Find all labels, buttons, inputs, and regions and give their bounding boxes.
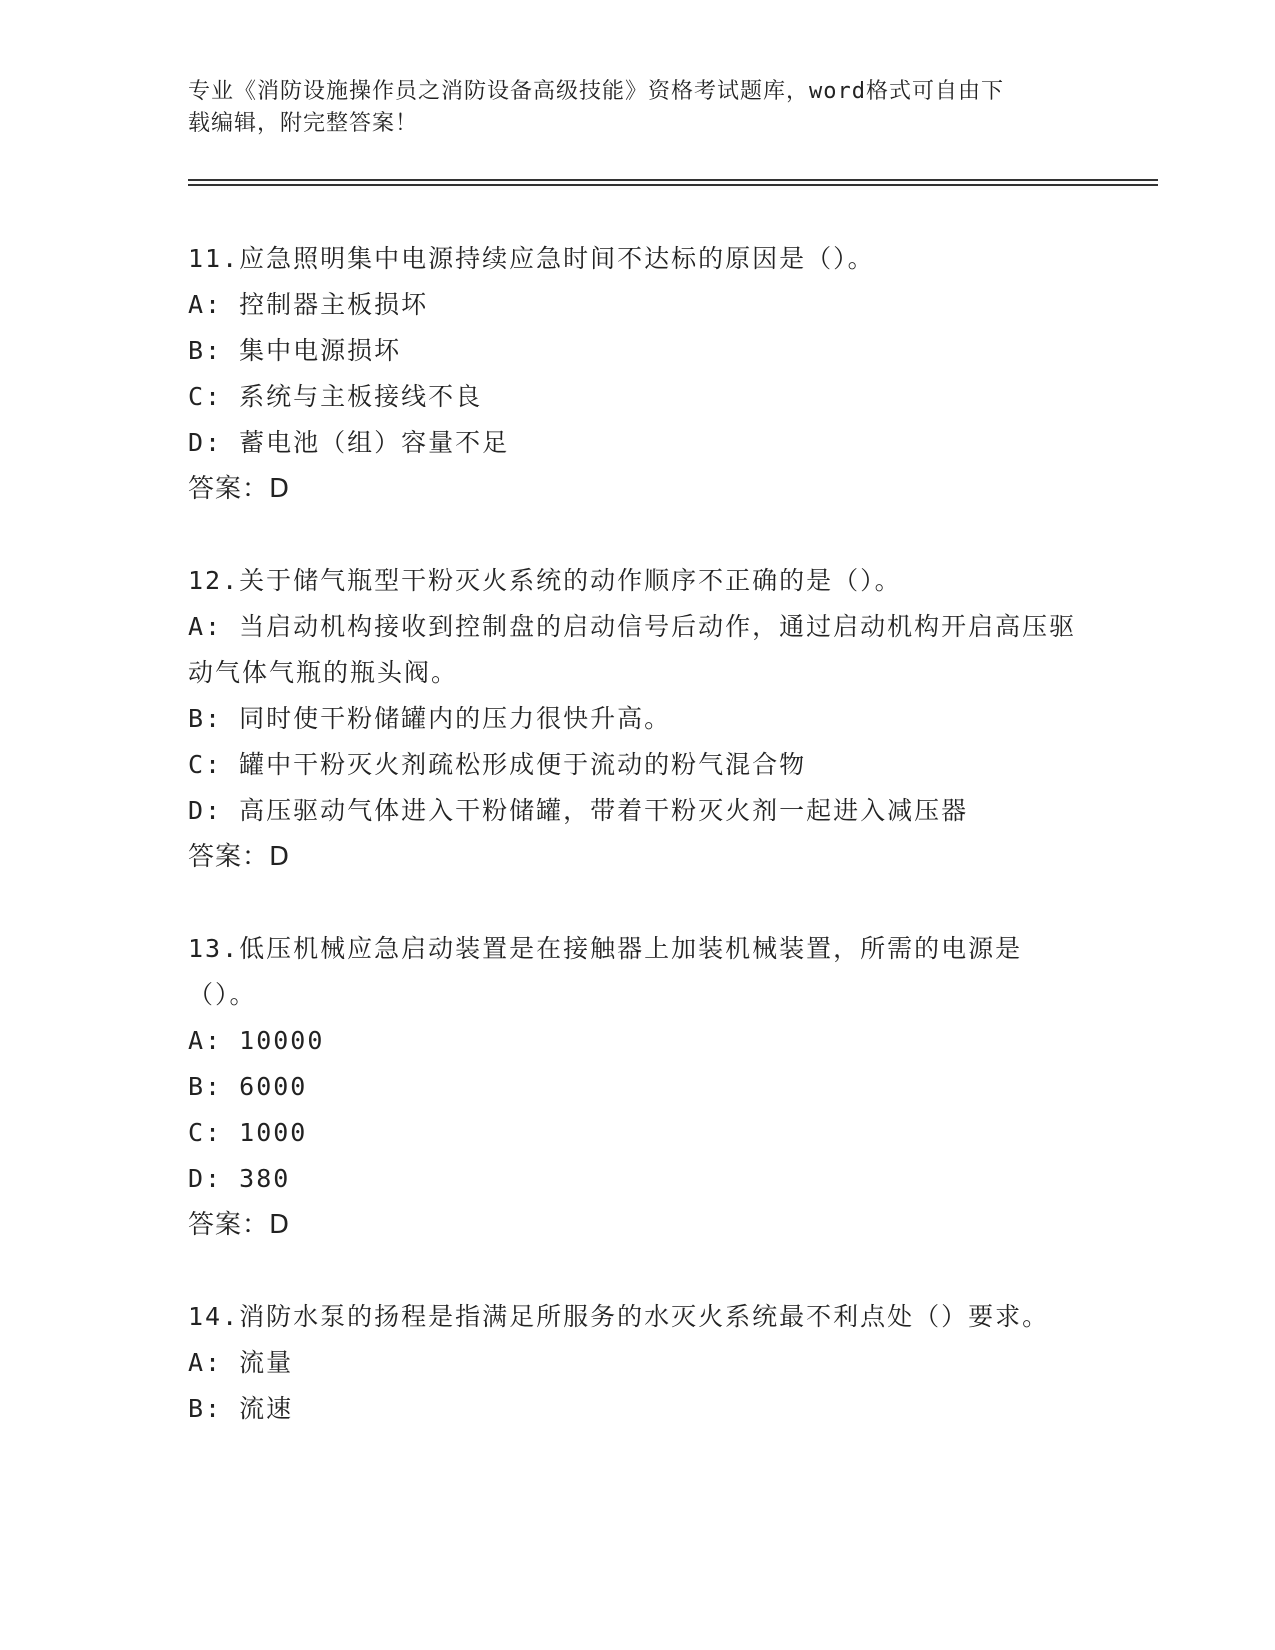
header-line-1: 专业《消防设施操作员之消防设备高级技能》资格考试题库，word格式可自由下 (188, 79, 1004, 104)
option-a: A: 当启动机构接收到控制盘的启动信号后动作，通过启动机构开启高压驱动气体气瓶的瓶头阀。 (188, 612, 1077, 687)
option-b: B: 6000 (188, 1072, 308, 1101)
option-d: D: 蓄电池（组）容量不足 (188, 428, 510, 457)
question-12 (188, 558, 1088, 880)
question-13 (188, 926, 1088, 1248)
option-b: B: 集中电源损坏 (188, 336, 402, 365)
option-b: B: 同时使干粉储罐内的压力很快升高。 (188, 704, 672, 733)
question-11 (188, 236, 1088, 512)
header-divider-bottom (188, 184, 1158, 186)
option-a: A: 10000 (188, 1026, 325, 1055)
option-d: D: 高压驱动气体进入干粉储罐，带着干粉灭火剂一起进入减压器 (188, 796, 969, 825)
document-header (188, 76, 1088, 140)
option-c: C: 1000 (188, 1118, 308, 1147)
header-line-2: 载编辑，附完整答案！ (188, 111, 419, 136)
answer-line: 答案：D (188, 842, 291, 872)
question-stem: 11.应急照明集中电源持续应急时间不达标的原因是（）。 (188, 244, 875, 273)
question-stem: 13.低压机械应急启动装置是在接触器上加装机械装置，所需的电源是（）。 (188, 934, 1023, 1009)
question-list (188, 236, 1088, 1478)
option-b: B: 流速 (188, 1394, 294, 1423)
header-divider-top (188, 179, 1158, 181)
question-stem: 12.关于储气瓶型干粉灭火系统的动作顺序不正确的是（）。 (188, 566, 902, 595)
question-14 (188, 1294, 1088, 1432)
answer-line: 答案：D (188, 1210, 291, 1240)
option-d: D: 380 (188, 1164, 291, 1193)
option-c: C: 系统与主板接线不良 (188, 382, 483, 411)
option-a: A: 控制器主板损坏 (188, 290, 429, 319)
option-c: C: 罐中干粉灭火剂疏松形成便于流动的粉气混合物 (188, 750, 807, 779)
answer-line: 答案：D (188, 474, 291, 504)
question-stem: 14.消防水泵的扬程是指满足所服务的水灭火系统最不利点处（）要求。 (188, 1302, 1050, 1331)
option-a: A: 流量 (188, 1348, 294, 1377)
